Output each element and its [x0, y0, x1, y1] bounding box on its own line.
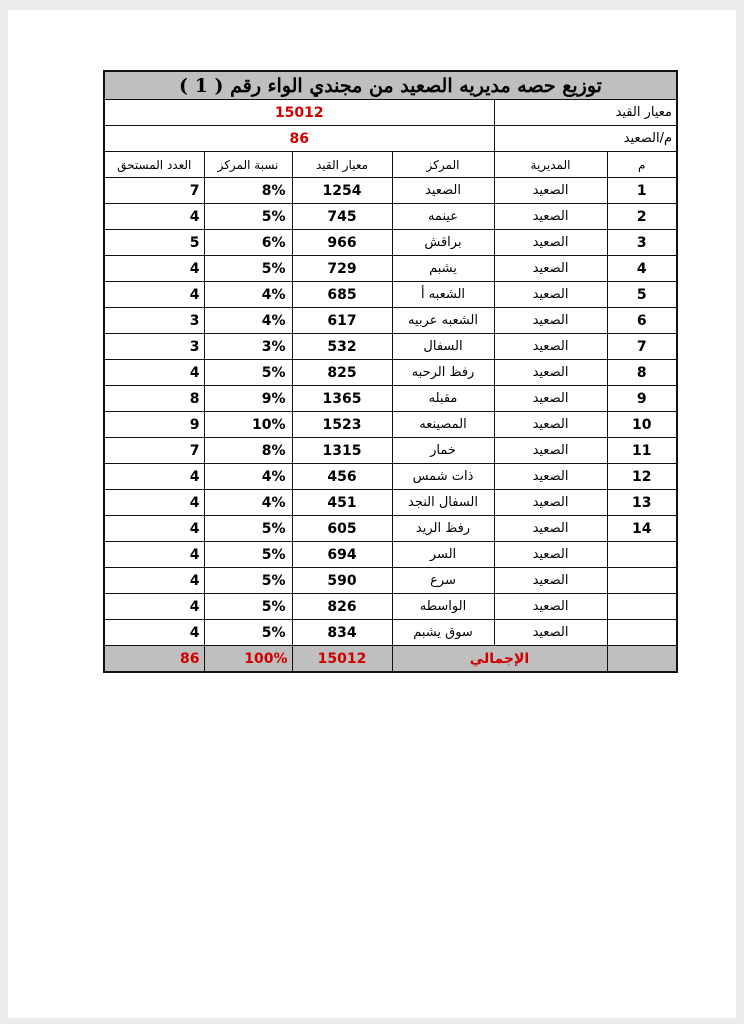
cell-center: الشعبه عربيه [392, 308, 494, 334]
cell-share: 4% [204, 282, 292, 308]
cell-directorate: الصعيد [494, 334, 607, 360]
cell-due: 3 [104, 334, 204, 360]
cell-share: 10% [204, 412, 292, 438]
header-share: نسبة المركز [204, 152, 292, 178]
table-row [104, 360, 677, 386]
table-row [104, 282, 677, 308]
cell-center: رفظ الرحبه [392, 360, 494, 386]
cell-directorate: الصعيد [494, 620, 607, 646]
cell-center: الواسطه [392, 594, 494, 620]
cell-share: 5% [204, 360, 292, 386]
cell-center: المصينعه [392, 412, 494, 438]
table-row [104, 256, 677, 282]
cell-index: 6 [607, 308, 677, 334]
cell-due: 5 [104, 230, 204, 256]
cell-directorate: الصعيد [494, 412, 607, 438]
cell-due: 4 [104, 464, 204, 490]
cell-directorate: الصعيد [494, 178, 607, 204]
total-share: 100% [204, 646, 292, 673]
cell-due: 4 [104, 282, 204, 308]
cell-index [607, 542, 677, 568]
table-row [104, 542, 677, 568]
table-row [104, 412, 677, 438]
cell-criterion: 1365 [292, 386, 392, 412]
total-label: الإجمالي [392, 646, 607, 673]
cell-directorate: الصعيد [494, 204, 607, 230]
cell-directorate: الصعيد [494, 542, 607, 568]
cell-due: 3 [104, 308, 204, 334]
cell-index: 14 [607, 516, 677, 542]
cell-center: رفظ الريد [392, 516, 494, 542]
cell-due: 4 [104, 204, 204, 230]
cell-criterion: 590 [292, 568, 392, 594]
cell-directorate: الصعيد [494, 386, 607, 412]
cell-criterion: 1254 [292, 178, 392, 204]
table-row [104, 230, 677, 256]
cell-due: 7 [104, 438, 204, 464]
cell-directorate: الصعيد [494, 282, 607, 308]
cell-share: 4% [204, 464, 292, 490]
table-row [104, 178, 677, 204]
cell-share: 8% [204, 178, 292, 204]
cell-share: 5% [204, 620, 292, 646]
cell-center: ذات شمس [392, 464, 494, 490]
table-row [104, 464, 677, 490]
cell-due: 4 [104, 490, 204, 516]
cell-criterion: 745 [292, 204, 392, 230]
cell-index: 7 [607, 334, 677, 360]
cell-index [607, 594, 677, 620]
header-directorate: المديرية [494, 152, 607, 178]
cell-due: 4 [104, 542, 204, 568]
criterion-label: معيار القيد [494, 100, 677, 126]
cell-index: 10 [607, 412, 677, 438]
cell-directorate: الصعيد [494, 516, 607, 542]
cell-share: 5% [204, 542, 292, 568]
cell-directorate: الصعيد [494, 568, 607, 594]
table-row [104, 568, 677, 594]
cell-index: 2 [607, 204, 677, 230]
cell-directorate: الصعيد [494, 308, 607, 334]
table-row [104, 490, 677, 516]
cell-index: 8 [607, 360, 677, 386]
cell-criterion: 729 [292, 256, 392, 282]
cell-center: السر [392, 542, 494, 568]
cell-due: 4 [104, 620, 204, 646]
cell-criterion: 1523 [292, 412, 392, 438]
cell-index: 4 [607, 256, 677, 282]
cell-criterion: 694 [292, 542, 392, 568]
cell-share: 5% [204, 594, 292, 620]
cell-index: 3 [607, 230, 677, 256]
header-index: م [607, 152, 677, 178]
distribution-sheet [103, 70, 676, 673]
table-row [104, 386, 677, 412]
cell-share: 5% [204, 516, 292, 542]
criterion-row [104, 100, 677, 126]
cell-share: 6% [204, 230, 292, 256]
header-criterion: معيار القيد [292, 152, 392, 178]
cell-index: 9 [607, 386, 677, 412]
cell-criterion: 532 [292, 334, 392, 360]
cell-share: 4% [204, 308, 292, 334]
cell-index: 12 [607, 464, 677, 490]
cell-share: 9% [204, 386, 292, 412]
cell-center: السفال النجد [392, 490, 494, 516]
cell-criterion: 826 [292, 594, 392, 620]
cell-share: 8% [204, 438, 292, 464]
cell-center: يشبم [392, 256, 494, 282]
district-value: 86 [104, 126, 494, 152]
cell-due: 7 [104, 178, 204, 204]
cell-share: 5% [204, 568, 292, 594]
cell-index: 13 [607, 490, 677, 516]
cell-center: الشعبه أ [392, 282, 494, 308]
cell-criterion: 966 [292, 230, 392, 256]
cell-criterion: 451 [292, 490, 392, 516]
cell-directorate: الصعيد [494, 256, 607, 282]
cell-center: السفال [392, 334, 494, 360]
cell-due: 9 [104, 412, 204, 438]
cell-due: 4 [104, 594, 204, 620]
cell-directorate: الصعيد [494, 230, 607, 256]
cell-center: مقبله [392, 386, 494, 412]
cell-center: سوق يشبم [392, 620, 494, 646]
cell-index: 5 [607, 282, 677, 308]
total-criterion: 15012 [292, 646, 392, 673]
cell-center: سرع [392, 568, 494, 594]
cell-index [607, 568, 677, 594]
cell-center: براقش [392, 230, 494, 256]
cell-due: 8 [104, 386, 204, 412]
cell-directorate: الصعيد [494, 360, 607, 386]
header-center: المركز [392, 152, 494, 178]
cell-share: 4% [204, 490, 292, 516]
cell-directorate: الصعيد [494, 490, 607, 516]
page-title: توزيع حصه مديريه الصعيد من مجندي الواء رقم ( 1 ) [104, 71, 677, 100]
cell-share: 5% [204, 256, 292, 282]
total-due: 86 [104, 646, 204, 673]
cell-criterion: 1315 [292, 438, 392, 464]
criterion-value: 15012 [104, 100, 494, 126]
cell-criterion: 456 [292, 464, 392, 490]
table-row [104, 438, 677, 464]
total-row [104, 646, 677, 673]
cell-share: 5% [204, 204, 292, 230]
cell-criterion: 825 [292, 360, 392, 386]
table-row [104, 204, 677, 230]
header-row [104, 152, 677, 178]
cell-criterion: 685 [292, 282, 392, 308]
cell-center: خمار [392, 438, 494, 464]
table-row [104, 334, 677, 360]
cell-index: 11 [607, 438, 677, 464]
cell-index [607, 620, 677, 646]
cell-directorate: الصعيد [494, 438, 607, 464]
distribution-table [103, 70, 678, 673]
document-page [8, 10, 736, 1018]
cell-due: 4 [104, 256, 204, 282]
cell-directorate: الصعيد [494, 464, 607, 490]
cell-criterion: 834 [292, 620, 392, 646]
table-row [104, 308, 677, 334]
cell-due: 4 [104, 360, 204, 386]
cell-directorate: الصعيد [494, 594, 607, 620]
cell-criterion: 605 [292, 516, 392, 542]
cell-due: 4 [104, 568, 204, 594]
total-empty-cell [607, 646, 677, 673]
cell-due: 4 [104, 516, 204, 542]
table-row [104, 516, 677, 542]
cell-criterion: 617 [292, 308, 392, 334]
table-row [104, 620, 677, 646]
cell-center: عينمه [392, 204, 494, 230]
table-row [104, 594, 677, 620]
district-label: م/الصعيد [494, 126, 677, 152]
header-due: العدد المستحق [104, 152, 204, 178]
cell-share: 3% [204, 334, 292, 360]
cell-index: 1 [607, 178, 677, 204]
district-row [104, 126, 677, 152]
cell-center: الصعيد [392, 178, 494, 204]
title-row [104, 71, 677, 100]
